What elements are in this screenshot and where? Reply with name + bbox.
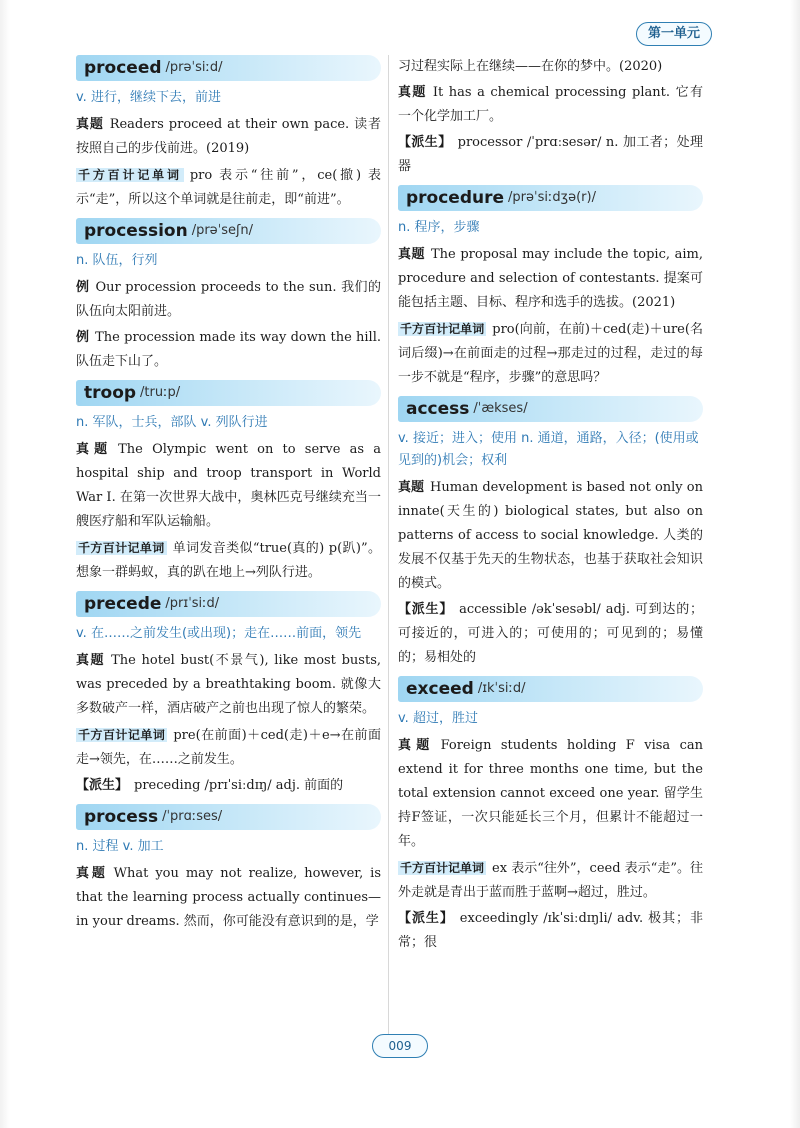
headword: precede bbox=[84, 594, 162, 614]
part-of-speech: v. 超过，胜过 bbox=[398, 711, 478, 726]
derive-text: exceedingly /ɪkˈsiːdɪŋli/ adv. 极其；非常；很 bbox=[398, 911, 703, 950]
derive-tag: 【派生】 bbox=[398, 911, 454, 926]
part-of-speech: n. 程序，步骤 bbox=[398, 220, 480, 235]
part-of-speech: n. 队伍，行列 bbox=[76, 253, 158, 268]
real-tag: 真题 bbox=[398, 738, 435, 753]
memo-text: 单词发音类似“true(真的) p(趴)”。想象一群蚂蚁，真的趴在地上→列队行进。 bbox=[76, 541, 381, 580]
headword: procession bbox=[84, 221, 188, 241]
headword-bar bbox=[76, 804, 381, 830]
headword-bar bbox=[398, 396, 703, 422]
example-tag: 例 bbox=[76, 280, 90, 295]
headword-bar bbox=[398, 676, 703, 702]
real-text: Readers proceed at their own pace. 读者按照自己的步伐前进。(2019) bbox=[76, 117, 381, 156]
real-text: The Olympic went on to serve as a hospital ship and troop transport in World War Ⅰ. 在第一次世界大战中，奥林匹克号继续充当一艘医疗船和军队运输船。 bbox=[76, 442, 381, 529]
phonetic: /truːp/ bbox=[140, 385, 181, 400]
real-tag: 真题 bbox=[398, 480, 425, 495]
entry-procedure bbox=[398, 185, 703, 390]
example-text: Our procession proceeds to the sun. 我们的队伍向太阳前进。 bbox=[76, 280, 381, 319]
derive-tag: 【派生】 bbox=[398, 135, 452, 150]
entry-troop bbox=[76, 380, 381, 585]
part-of-speech: n. 过程 v. 加工 bbox=[76, 839, 164, 854]
memo-text: pro 表示“往前”，ce(撤) 表示“走”，所以这个单词就是往前走，即“前进”。 bbox=[76, 168, 381, 207]
real-tag: 真题 bbox=[76, 117, 104, 132]
headword: proceed bbox=[84, 58, 162, 78]
real-tag: 真题 bbox=[398, 85, 427, 100]
phonetic: /prəˈsiːd/ bbox=[165, 60, 223, 75]
example-text: The procession made its way down the hill. 队伍走下山了。 bbox=[76, 330, 381, 369]
phonetic: /prəˈsiːdʒə(r)/ bbox=[508, 190, 596, 205]
memo-text: pre(在前面)＋ced(走)＋e→在前面走→领先，在……之前发生。 bbox=[76, 728, 381, 767]
derive-tag: 【派生】 bbox=[76, 778, 129, 793]
memo-tag: 千方百计记单词 bbox=[400, 861, 485, 875]
memo-tag: 千方百计记单词 bbox=[400, 322, 485, 336]
phonetic: /prɪˈsiːd/ bbox=[165, 596, 220, 611]
example-sentence bbox=[76, 326, 381, 374]
memo-tag: 千方百计记单词 bbox=[78, 728, 166, 742]
example-tag: 例 bbox=[76, 330, 90, 345]
real-text: Human development is based not only on innate(天生的) biological states, but also on patterns of access to social knowledge. 人类的发展不仅基于先天的生物状态，也基于获取社会知识的模式。 bbox=[398, 480, 703, 591]
derivative bbox=[76, 774, 381, 798]
headword-bar bbox=[398, 185, 703, 211]
part-of-speech: v. 在……之前发生(或出现)；走在……前面，领先 bbox=[76, 626, 362, 641]
real-text: The hotel bust(不景气), like most busts, was preceded by a breathtaking boom. 就像大多数破产一样，酒店破产之前也出现了惊人的繁荣。 bbox=[76, 653, 381, 716]
memo-tag: 千方百计记单词 bbox=[78, 168, 182, 182]
real-tag: 真题 bbox=[398, 247, 425, 262]
phonetic: /prəˈseʃn/ bbox=[191, 223, 253, 238]
derive-text: processor /ˈprɑːsesər/ n. 加工者；处理器 bbox=[398, 135, 703, 174]
memo-tip bbox=[398, 317, 703, 390]
real-exam-sentence bbox=[398, 476, 703, 596]
headword-bar bbox=[76, 380, 381, 406]
headword-bar bbox=[76, 591, 381, 617]
entry-access bbox=[398, 396, 703, 670]
memo-tip bbox=[76, 536, 381, 585]
derivative bbox=[398, 131, 703, 179]
derive-text: accessible /əkˈsesəbl/ adj. 可到达的；可接近的，可进入的；可使用的；可见到的；易懂的；易相处的 bbox=[398, 602, 703, 665]
entry-process-continued bbox=[398, 55, 703, 179]
example-sentence bbox=[76, 276, 381, 324]
entry-exceed bbox=[398, 676, 703, 955]
derive-tag: 【派生】 bbox=[398, 602, 454, 617]
column-divider bbox=[388, 55, 389, 1035]
entry-precede bbox=[76, 591, 381, 798]
headword: process bbox=[84, 807, 159, 827]
headword: procedure bbox=[406, 188, 505, 208]
memo-tip bbox=[76, 723, 381, 772]
part-of-speech: n. 军队，士兵，部队 v. 列队行进 bbox=[76, 415, 268, 430]
real-exam-sentence bbox=[398, 243, 703, 315]
entry-procession bbox=[76, 218, 381, 374]
phonetic: /ˈprɑːses/ bbox=[162, 809, 223, 824]
part-of-speech: v. 接近；进入；使用 n. 通道，通路，入径；(使用或见到的)机会；权利 bbox=[398, 431, 699, 468]
memo-text: ex 表示“往外”，ceed 表示“走”。往外走就是青出于蓝而胜于蓝啊→超过，胜过。 bbox=[398, 861, 703, 900]
unit-tab: 第一单元 bbox=[636, 22, 712, 46]
memo-tip bbox=[398, 856, 703, 905]
page-number: 009 bbox=[372, 1034, 428, 1058]
phonetic: /ˈækses/ bbox=[473, 401, 528, 416]
headword: exceed bbox=[406, 679, 474, 699]
headword: access bbox=[406, 399, 470, 419]
real-exam-sentence bbox=[76, 113, 381, 161]
real-exam-continuation: 习过程实际上在继续——在你的梦中。(2020) bbox=[398, 59, 663, 74]
derivative bbox=[398, 598, 703, 670]
entry-process bbox=[76, 804, 381, 934]
headword-bar bbox=[76, 218, 381, 244]
left-column bbox=[76, 55, 381, 940]
real-exam-sentence bbox=[398, 81, 703, 129]
real-text: What you may not realize, however, is that the learning process actually continues—in your dreams. 然而，你可能没有意识到的是，学 bbox=[76, 866, 381, 929]
memo-tag: 千方百计记单词 bbox=[78, 541, 165, 555]
real-exam-sentence bbox=[76, 438, 381, 534]
headword-bar bbox=[76, 55, 381, 81]
real-tag: 真题 bbox=[76, 442, 113, 457]
real-tag: 真题 bbox=[76, 653, 106, 668]
memo-tip bbox=[76, 163, 381, 212]
real-tag: 真题 bbox=[76, 866, 108, 881]
real-text: It has a chemical processing plant. 它有一个化学加工厂。 bbox=[398, 85, 703, 124]
part-of-speech: v. 进行，继续下去，前进 bbox=[76, 90, 221, 105]
derive-text: preceding /prɪˈsiːdɪŋ/ adj. 前面的 bbox=[134, 778, 344, 793]
headword: troop bbox=[84, 383, 137, 403]
right-column bbox=[398, 55, 703, 961]
memo-text: pro(向前，在前)＋ced(走)＋ure(名词后缀)→在前面走的过程→那走过的过程，走过的每一步不就是“程序，步骤”的意思吗？ bbox=[398, 322, 703, 385]
real-text: Foreign students holding F visa can extend it for three months one time, but the total extension cannot exceed one year. 留学生持F签证，一次只能延长三个月，但累计不能超过一年。 bbox=[398, 738, 703, 849]
real-exam-sentence bbox=[76, 862, 381, 934]
real-exam-sentence bbox=[76, 649, 381, 721]
real-exam-sentence bbox=[398, 734, 703, 854]
real-text: The proposal may include the topic, aim, procedure and selection of contestants. 提案可能包括主题、目标、程序和选手的选拔。(2021) bbox=[398, 247, 703, 310]
phonetic: /ɪkˈsiːd/ bbox=[477, 681, 526, 696]
entry-proceed bbox=[76, 55, 381, 212]
derivative bbox=[398, 907, 703, 955]
